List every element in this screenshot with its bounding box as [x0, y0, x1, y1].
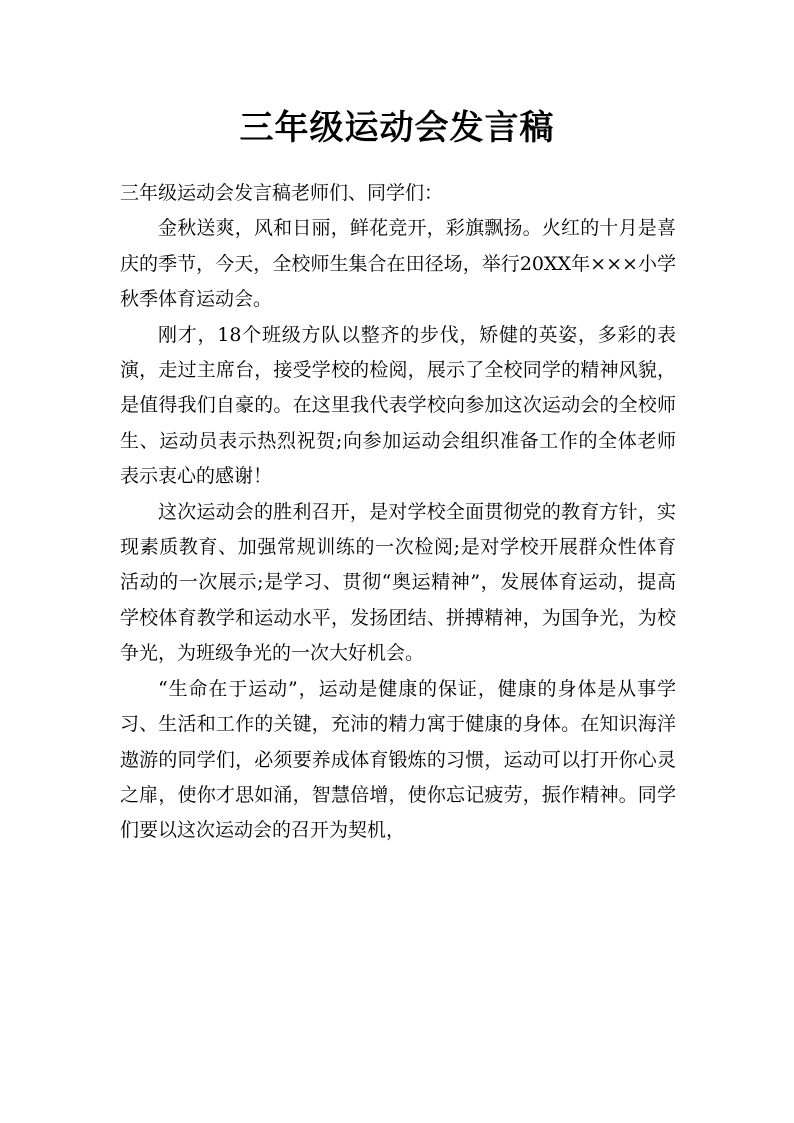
salutation-paragraph: 三年级运动会发言稿老师们、同学们： [120, 182, 444, 204]
body-paragraph-3: 这次运动会的胜利召开，是对学校全面贯彻党的教育方针，实现素质教育、加强常规训练的一次检阅;是对学校开展群众性体育活动的一次展示;是学习、贯彻“奥运精神”，发展体育运动，提高学校体育教学和运动水平，发扬团结、拼搏精神，为国争光，为校争光，为班级争光的一次大好机会。 [120, 500, 676, 665]
body-paragraph-1: 金秋送爽，风和日丽，鲜花竞开，彩旗飘扬。火红的十月是喜庆的季节，今天，全校师生集合在田径场，举行20XX年×××小学秋季体育运动会。 [120, 217, 676, 311]
body-paragraph-2: 刚才，18个班级方队以整齐的步伐，矫健的英姿，多彩的表演，走过主席台，接受学校的检阅，展示了全校同学的精神风貌，是值得我们自豪的。在这里我代表学校向参加这次运动会的全校师生、运动员表示热烈祝贺;向参加运动会组织准备工作的全体老师表示衷心的感谢！ [120, 323, 676, 488]
document-title: 三年级运动会发言稿 [239, 108, 555, 148]
body-paragraph-4: “生命在于运动”，运动是健康的保证，健康的身体是从事学习、生活和工作的关键，充沛的精力寓于健康的身体。在知识海洋遨游的同学们，必须要养成体育锻炼的习惯，运动可以打开你心灵之扉，使你才思如涌，智慧倍增，使你忘记疲劳，振作精神。同学们要以这次运动会的召开为契机， [120, 677, 676, 842]
document-body [120, 176, 676, 849]
